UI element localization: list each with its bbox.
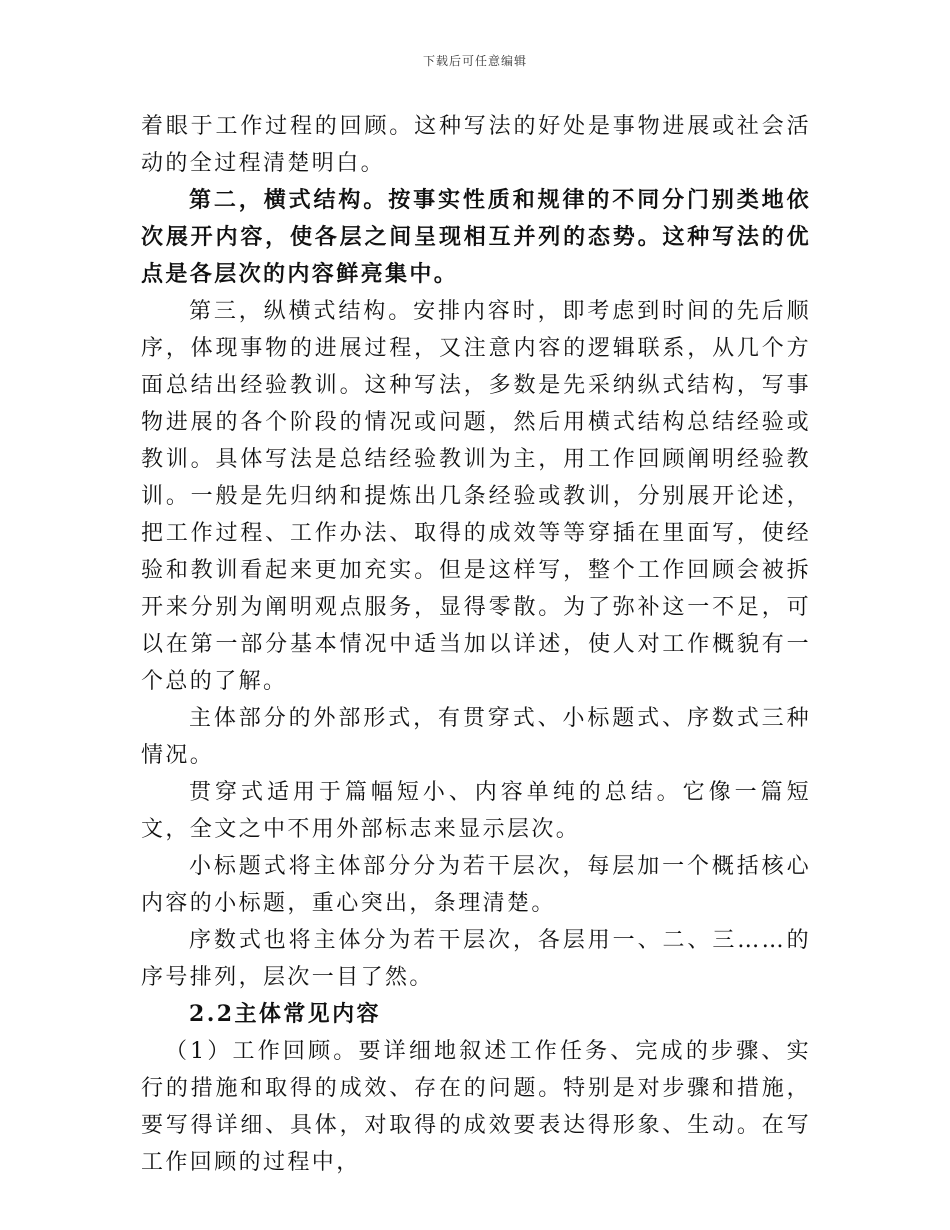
paragraph-work-review: （1）工作回顾。要详细地叙述工作任务、完成的步骤、实行的措施和取得的成效、存在的问题。特别是对步骤和措施，要写得详细、具体，对取得的成效要表达得形象、生动。在写工作回顾的过程中，	[141, 1039, 811, 1175]
document-body	[141, 108, 811, 1181]
paragraph-external-forms: 主体部分的外部形式，有贯穿式、小标题式、序数式三种情况。	[141, 706, 811, 768]
paragraph-subtitle-style: 小标题式将主体部分分为若干层次，每层加一个概括核心内容的小标题，重心突出，条理清楚。	[141, 854, 811, 916]
section-heading: 2.2主体常见内容	[189, 1001, 381, 1027]
page-header: 下载后可任意编辑	[422, 54, 527, 68]
paragraph-through-style: 贯穿式适用于篇幅短小、内容单纯的总结。它像一篇短文，全文之中不用外部标志来显示层次。	[141, 780, 811, 842]
paragraph-mixed-structure: 第三，纵横式结构。安排内容时，即考虑到时间的先后顺序，体现事物的进展过程，又注意内容的逻辑联系，从几个方面总结出经验教训。这种写法，多数是先采纳纵式结构，写事物进展的各个阶段的情况或问题，然后用横式结构总结经验或教训。具体写法是总结经验教训为主，用工作回顾阐明经验教训。一般是先归纳和提炼出几条经验或教训，分别展开论述，把工作过程、工作办法、取得的成效等等穿插在里面写，使经验和教训看起来更加充实。但是这样写，整个工作回顾会被拆开来分别为阐明观点服务，显得零散。为了弥补这一不足，可以在第一部分基本情况中适当加以详述，使人对工作概貌有一个总的了解。	[141, 299, 811, 694]
paragraph-ordinal-style: 序数式也将主体分为若干层次，各层用一、二、三……的序号排列，层次一目了然。	[141, 928, 811, 990]
paragraph-horizontal-structure: 第二，横式结构。按事实性质和规律的不同分门别类地依次展开内容，使各层之间呈现相互并列的态势。这种写法的优点是各层次的内容鲜亮集中。	[141, 187, 811, 287]
paragraph-continuation: 着眼于工作过程的回顾。这种写法的好处是事物进展或社会活动的全过程清楚明白。	[141, 114, 811, 176]
